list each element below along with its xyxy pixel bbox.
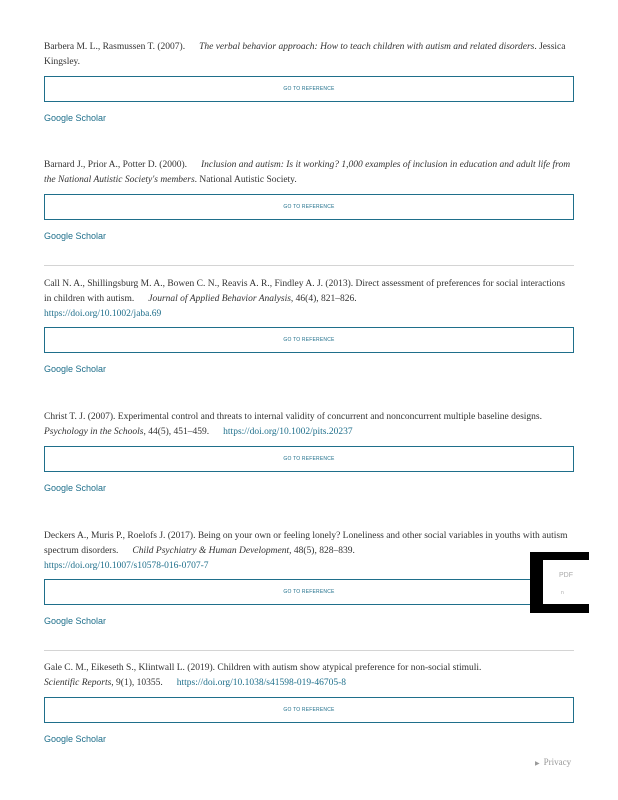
reference-item bbox=[44, 158, 574, 241]
citation-text: Christ T. J. (2007). Experimental control and threats to internal validity of concurrent and nonconcurrent multiple baseline designs.Psychology in the Schools, 44(5), 451–459. https://doi.org/10.1002/pits.20237 bbox=[44, 412, 543, 437]
reference-item bbox=[44, 277, 574, 374]
google-scholar-link[interactable]: Google Scholar bbox=[44, 483, 107, 493]
pdf-widget[interactable] bbox=[530, 552, 589, 613]
citation-text: Deckers A., Muris P., Roelofs J. (2017). Being on your own or feeling lonely? Loneliness and other social variables in youths with autism spectrum disorders. Child Psychiatry & Human Development, 48(5), 828–839. https://doi.org/10.1007/s10578-016-0707-7 bbox=[44, 531, 568, 571]
privacy-badge[interactable] bbox=[535, 757, 571, 767]
doi-link[interactable]: https://doi.org/10.1002/jaba.69 bbox=[44, 309, 162, 319]
go-to-reference-button[interactable]: GO TO REFERENCE bbox=[44, 194, 574, 220]
google-scholar-link[interactable]: Google Scholar bbox=[44, 364, 107, 374]
go-to-reference-button[interactable]: GO TO REFERENCE bbox=[44, 76, 574, 102]
citation-text: Barnard J., Prior A., Potter D. (2000). Inclusion and autism: Is it working? 1,000 examples of inclusion in education and adult life from the National Autistic Society's members. National Autistic Society. bbox=[44, 160, 571, 185]
doi-link[interactable]: https://doi.org/10.1002/pits.20237 bbox=[223, 427, 353, 437]
reference-item bbox=[44, 661, 574, 744]
go-to-reference-button[interactable]: GO TO REFERENCE bbox=[44, 446, 574, 472]
go-to-reference-button[interactable]: GO TO REFERENCE bbox=[44, 579, 574, 605]
divider bbox=[44, 265, 574, 266]
doi-link[interactable]: https://doi.org/10.1007/s10578-016-0707-7 bbox=[44, 561, 209, 571]
pdf-label: PDF bbox=[559, 572, 573, 579]
pdf-sub-label: n bbox=[561, 590, 564, 596]
google-scholar-link[interactable]: Google Scholar bbox=[44, 113, 107, 123]
go-to-reference-button[interactable]: GO TO REFERENCE bbox=[44, 327, 574, 353]
google-scholar-link[interactable]: Google Scholar bbox=[44, 734, 107, 744]
privacy-label: Privacy bbox=[543, 757, 572, 767]
google-scholar-link[interactable]: Google Scholar bbox=[44, 616, 107, 626]
citation-text: Call N. A., Shillingsburg M. A., Bowen C. N., Reavis A. R., Findley A. J. (2013). Direct assessment of preferences for social interactions in children with autism. Journal of Applied Behavior Analysis, 46(4), 821–826. https://doi.org/10.1002/jaba.69 bbox=[44, 279, 565, 319]
citation-text: Barbera M. L., Rasmussen T. (2007). The verbal behavior approach: How to teach children with autism and related disorders. Jessica Kingsley. bbox=[44, 42, 566, 67]
go-to-reference-button[interactable]: GO TO REFERENCE bbox=[44, 697, 574, 723]
pdf-widget-panel bbox=[543, 560, 589, 604]
play-triangle-icon: ▶ bbox=[535, 761, 540, 767]
citation-text: Gale C. M., Eikeseth S., Klintwall L. (2019). Children with autism show atypical preference for non-social stimuli. Scientific Reports, 9(1), 10355. https://doi.org/10.1038/s41598-019-46705-8 bbox=[44, 663, 482, 688]
google-scholar-link[interactable]: Google Scholar bbox=[44, 231, 107, 241]
reference-item bbox=[44, 410, 574, 493]
reference-item bbox=[44, 40, 574, 123]
divider bbox=[44, 650, 574, 651]
doi-link[interactable]: https://doi.org/10.1038/s41598-019-46705-8 bbox=[176, 678, 346, 688]
